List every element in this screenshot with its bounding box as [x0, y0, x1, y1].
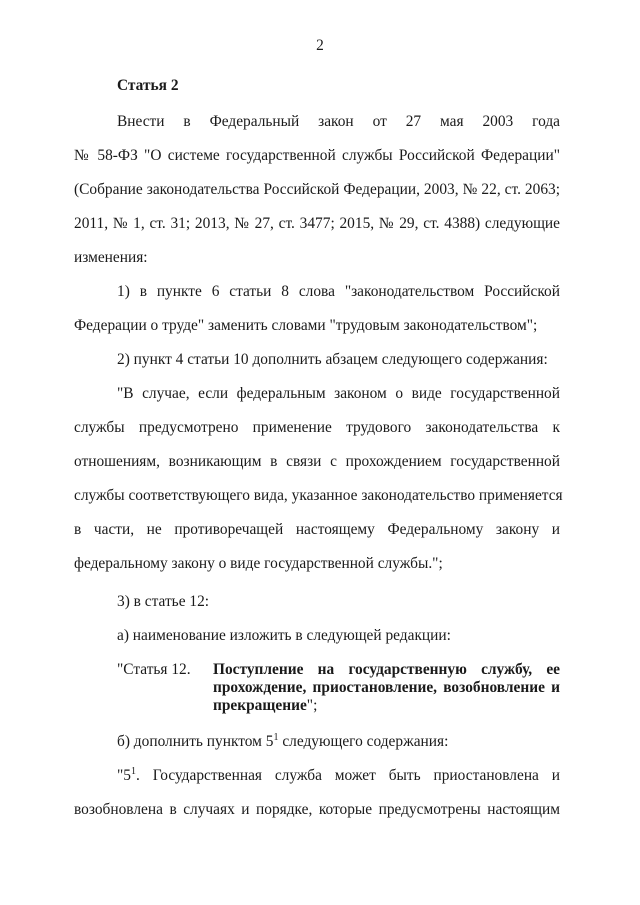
point-5-1-rest: . Государственная служба может быть приостановлена и — [135, 767, 560, 784]
item-3b-after: следующего содержания: — [278, 733, 449, 750]
quote-line: "В случае, если федеральным законом о виде государственной — [117, 385, 560, 402]
item-3: 3) в статье 12: — [117, 593, 210, 610]
item-3b-sup: 1 — [273, 732, 279, 743]
intro-line: Внести в Федеральный закон от 27 мая 2003 года — [117, 113, 560, 130]
intro-line: (Собрание законодательства Российской Федерации, 2003, № 22, ст. 2063; — [74, 181, 560, 198]
point-5-1-sup: 1 — [130, 766, 136, 777]
intro-line: 2011, № 1, ст. 31; 2013, № 27, ст. 3477; 2015, № 29, ст. 4388) следующие — [74, 215, 560, 232]
item-1-line: Федерации о труде" заменить словами "трудовым законодательством"; — [74, 317, 538, 334]
quote-line: федеральному закону о виде государственной службы."; — [74, 555, 443, 572]
point-5-1-open: "5 — [117, 767, 131, 784]
article-12-title — [213, 661, 560, 715]
item-3b — [117, 733, 448, 751]
article-12-closing: "; — [306, 697, 318, 714]
page-number: 2 — [316, 37, 324, 54]
item-3a: а) наименование изложить в следующей редакции: — [117, 627, 451, 644]
intro-line: № 58-ФЗ "О системе государственной службы Российской Федерации" — [74, 147, 560, 164]
point-5-1-line — [117, 767, 560, 785]
intro-line: изменения: — [74, 249, 148, 266]
point-5-1-line: возобновлена в случаях и порядке, которые предусмотрены настоящим — [74, 801, 560, 818]
article-heading: Статья 2 — [117, 77, 179, 94]
item-2: 2) пункт 4 статьи 10 дополнить абзацем следующего содержания: — [117, 351, 548, 368]
item-3b-before: б) дополнить пунктом 5 — [117, 733, 274, 750]
item-1-line: 1) в пункте 6 статьи 8 слова "законодательством Российской — [117, 283, 560, 300]
quote-line: в части, не противоречащей настоящему Федеральному закону и — [74, 521, 560, 538]
article-12-title-text: Поступление на государственную службу, ее прохождение, приостановление, возобновление и прекращение — [213, 661, 560, 714]
quote-line: службы соответствующего вида, указанное законодательство применяется — [74, 487, 563, 504]
quote-line: отношениям, возникающим в связи с прохождением государственной — [74, 453, 560, 470]
article-12-label: "Статья 12. — [117, 661, 191, 678]
quote-line: службы предусмотрено применение трудового законодательства к — [74, 419, 560, 436]
